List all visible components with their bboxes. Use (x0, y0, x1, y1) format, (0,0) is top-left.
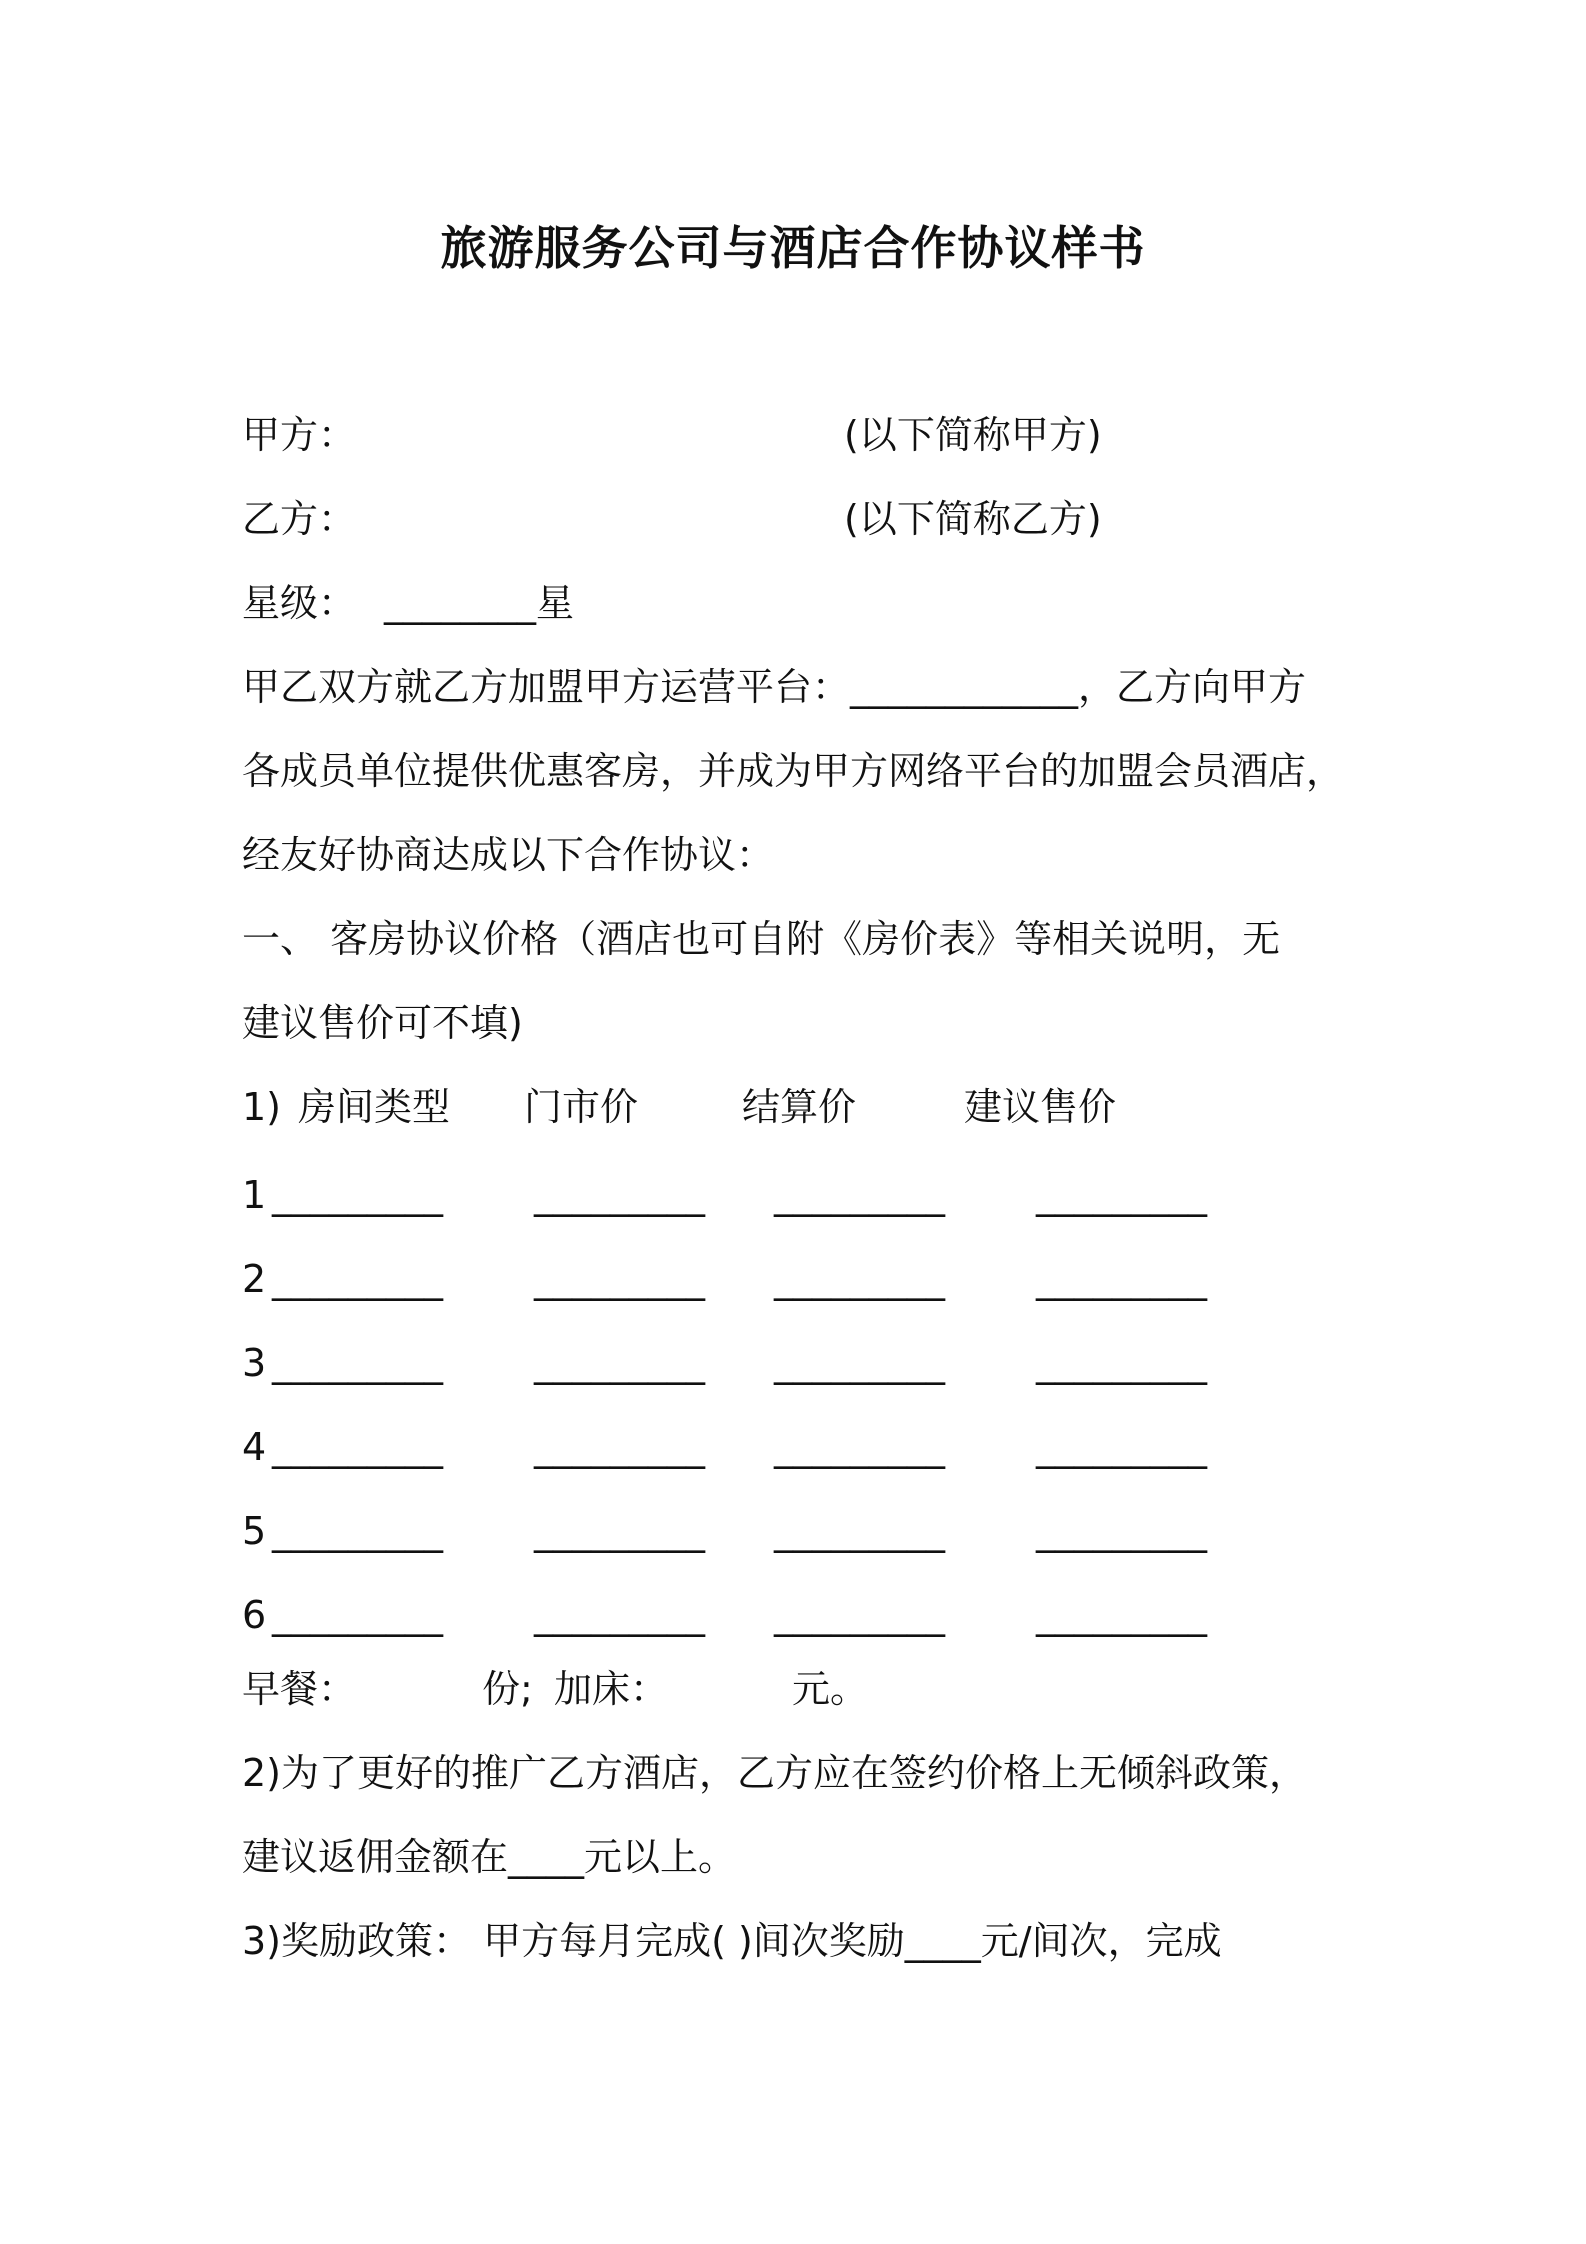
star-blank: ________星 (384, 581, 575, 625)
blank-field: _________ (774, 1425, 945, 1469)
blank-field: _________ (272, 1341, 443, 1385)
blank-field: _________ (534, 1593, 705, 1637)
blank-field: _________ (774, 1257, 945, 1301)
blank-field: _________ (534, 1341, 705, 1385)
blank-field: _________ (774, 1509, 945, 1553)
blank-field: _________ (1036, 1257, 1207, 1301)
star-label: 星级： (242, 581, 357, 625)
section-heading-cont: 建议售价可不填) (242, 1001, 523, 1045)
blank-field: _________ (1036, 1173, 1207, 1217)
breakfast-unit: 份; (482, 1667, 533, 1711)
blank-field: _________ (1036, 1341, 1207, 1385)
document-title: 旅游服务公司与酒店合作协议样书 (440, 221, 1146, 275)
intro-line: 各成员单位提供优惠客房，并成为甲方网络平台的加盟会员酒店， (242, 749, 1345, 793)
section-heading: 一、 客房协议价格（酒店也可自附《房价表》等相关说明，无 (242, 917, 1281, 961)
row-number: 1 (242, 1173, 267, 1217)
blank-field: _________ (534, 1257, 705, 1301)
blank-field: _________ (534, 1425, 705, 1469)
blank-field: _________ (1036, 1593, 1207, 1637)
table-header: 门市价 (524, 1085, 639, 1129)
clause-2: 2)为了更好的推广乙方酒店，乙方应在签约价格上无倾斜政策， (242, 1751, 1308, 1795)
intro-line: 经友好协商达成以下合作协议： (242, 833, 775, 877)
blank-field: _________ (774, 1593, 945, 1637)
table-header: 建议售价 (964, 1085, 1117, 1129)
row-number: 3 (242, 1341, 267, 1385)
table-header: 房间类型 (298, 1085, 451, 1129)
blank-field: _________ (1036, 1425, 1207, 1469)
blank-field: _________ (534, 1173, 705, 1217)
blank-field: _________ (272, 1173, 443, 1217)
party-b-note: (以下简称乙方) (844, 497, 1102, 541)
extra-bed-label: 加床： (554, 1667, 669, 1711)
row-number: 2 (242, 1257, 267, 1301)
party-a-label: 甲方： (242, 413, 357, 457)
intro-line: 甲乙双方就乙方加盟甲方运营平台：____________，乙方向甲方 (242, 665, 1307, 709)
row-number: 6 (242, 1593, 267, 1637)
blank-field: _________ (272, 1425, 443, 1469)
extra-bed-unit: 元。 (792, 1667, 869, 1711)
table-header: 结算价 (742, 1085, 857, 1129)
blank-field: _________ (272, 1593, 443, 1637)
blank-field: _________ (774, 1173, 945, 1217)
party-b-label: 乙方： (242, 497, 357, 541)
row-number: 4 (242, 1425, 267, 1469)
blank-field: _________ (534, 1509, 705, 1553)
blank-field: _________ (272, 1257, 443, 1301)
clause-2-cont: 建议返佣金额在____元以上。 (242, 1835, 737, 1879)
clause-3: 3)奖励政策： 甲方每月完成( )间次奖励____元/间次，完成 (242, 1919, 1222, 1963)
party-a-note: (以下简称甲方) (844, 413, 1102, 457)
blank-field: _________ (272, 1509, 443, 1553)
blank-field: _________ (1036, 1509, 1207, 1553)
row-number: 5 (242, 1509, 267, 1553)
table-prefix: 1) (242, 1085, 282, 1129)
breakfast-label: 早餐： (242, 1667, 357, 1711)
blank-field: _________ (774, 1341, 945, 1385)
